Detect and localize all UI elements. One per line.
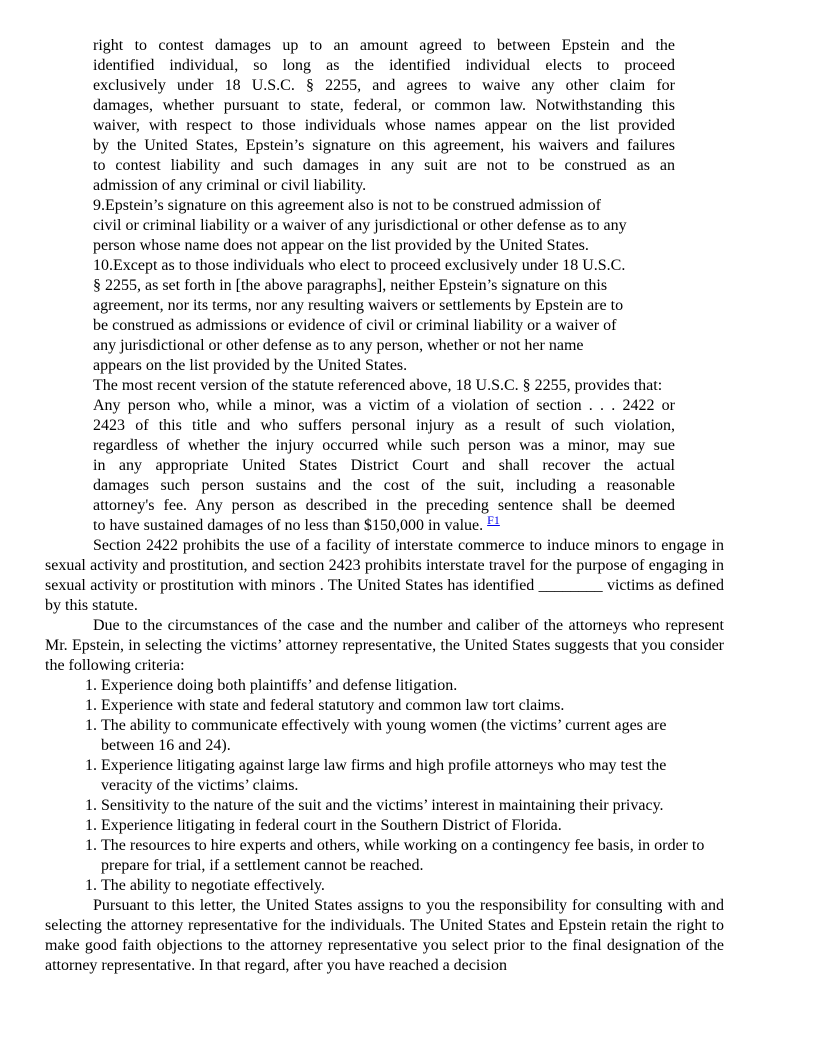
paragraph-text: Section 2422 prohibits the use of a facility of interstate commerce to induce minors to engage in sexual activity and prostitution, and section 2423 prohibits interstate travel for the purpose of engaging in sexual activity or prostitution with minors . The United States has identified <box>45 537 724 594</box>
list-item-number: 1. <box>85 697 97 714</box>
text-line: exclusively under 18 U.S.C. § 2255, and agrees to waive any other claim for <box>93 77 675 94</box>
criteria-list <box>45 676 724 896</box>
list-item-number: 1. <box>85 757 97 774</box>
document-page <box>45 36 724 976</box>
list-item <box>85 796 714 816</box>
list-item-number: 1. <box>85 797 97 814</box>
list-item-text: Experience litigating in federal court in the Southern District of Florida. <box>101 817 562 834</box>
statute-quote <box>93 396 675 536</box>
text-line: damages, whether pursuant to state, federal, or common law. Notwithstanding this <box>93 97 675 114</box>
closing-paragraph: Pursuant to this letter, the United States assigns to you the responsibility for consulting with and selecting the attorney representative for the individuals. The United States and Epstein retain the right to make good faith objections to the attorney representative you select prior to the final designation of the attorney representative. In that regard, after you have reached a decision <box>45 897 724 974</box>
text-line <box>93 513 675 536</box>
text-line: any jurisdictional or other defense as to any person, whether or not her name <box>93 337 584 354</box>
text-line: 2423 of this title and who suffers personal injury as a result of such violation, <box>93 417 675 434</box>
list-item-number: 1. <box>85 677 97 694</box>
section-2422-paragraph <box>45 536 724 616</box>
text-line: regardless of whether the injury occurred while such person was a minor, may sue <box>93 437 675 454</box>
list-item-text: The ability to communicate effectively with young women (the victims’ current ages are between 16 and 24). <box>101 717 667 754</box>
text-line: 9.Epstein’s signature on this agreement also is not to be construed admission of <box>93 197 601 214</box>
list-item-number: 1. <box>85 817 97 834</box>
text-line-content: to have sustained damages of no less than $150,000 in value. <box>93 517 484 534</box>
list-item-text: The ability to negotiate effectively. <box>101 877 325 894</box>
list-item-text: Experience with state and federal statutory and common law tort claims. <box>101 697 565 714</box>
text-line: civil or criminal liability or a waiver of any jurisdictional or other defense as to any <box>93 217 627 234</box>
criteria-intro-paragraph: Due to the circumstances of the case and the number and caliber of the attorneys who represent Mr. Epstein, in selecting the victims’ attorney representative, the United States suggests that you consider the following criteria: <box>45 617 724 674</box>
victims-count-blank: ________ <box>538 577 603 594</box>
list-item <box>85 756 714 796</box>
statute-intro: The most recent version of the statute referenced above, 18 U.S.C. § 2255, provides that: <box>93 377 663 394</box>
paragraph-text: victims as defined by this statute. <box>45 577 725 614</box>
list-item <box>85 696 714 716</box>
text-line: by the United States, Epstein’s signature on this agreement, his waivers and failures <box>93 137 675 154</box>
text-line: admission of any criminal or civil liability. <box>93 177 367 194</box>
text-line: waiver, with respect to those individuals whose names appear on the list provided <box>93 117 675 134</box>
text-line: person whose name does not appear on the list provided by the United States. <box>93 237 589 254</box>
text-line: appears on the list provided by the United States. <box>93 357 408 374</box>
list-item-text: The resources to hire experts and others, while working on a contingency fee basis, in order to prepare for trial, if a settlement cannot be reached. <box>101 837 705 874</box>
list-item <box>85 676 714 696</box>
list-item-text: Sensitivity to the nature of the suit and the victims’ interest in maintaining their privacy. <box>101 797 664 814</box>
list-item <box>85 816 714 836</box>
text-line: Any person who, while a minor, was a victim of a violation of section . . . 2422 or <box>93 397 675 414</box>
text-line: attorney's fee. Any person as described in the preceding sentence shall be deemed <box>93 497 675 514</box>
text-line: 10.Except as to those individuals who elect to proceed exclusively under 18 U.S.C. <box>93 257 626 274</box>
list-item-number: 1. <box>85 717 97 734</box>
clause-10 <box>93 256 675 376</box>
list-item-number: 1. <box>85 837 97 854</box>
list-item <box>85 836 714 876</box>
text-line: § 2255, as set forth in [the above paragraphs], neither Epstein’s signature on this <box>93 277 608 294</box>
waiver-paragraph <box>93 36 675 196</box>
footnote-link[interactable]: F1 <box>487 513 500 527</box>
text-line: agreement, nor its terms, nor any resulting waivers or settlements by Epstein are to <box>93 297 624 314</box>
list-item <box>85 716 714 756</box>
text-line: identified individual, so long as the identified individual elects to proceed <box>93 57 675 74</box>
text-line: be construed as admissions or evidence of civil or criminal liability or a waiver of <box>93 317 617 334</box>
list-item-text: Experience doing both plaintiffs’ and defense litigation. <box>101 677 458 694</box>
text-line: to contest liability and such damages in any suit are not to be construed as an <box>93 157 675 174</box>
clause-9 <box>93 196 675 256</box>
text-line: in any appropriate United States District Court and shall recover the actual <box>93 457 675 474</box>
list-item <box>85 876 714 896</box>
list-item-text: Experience litigating against large law firms and high profile attorneys who may test the veracity of the victims’ claims. <box>101 757 667 794</box>
text-line: right to contest damages up to an amount agreed to between Epstein and the <box>93 37 675 54</box>
list-item-number: 1. <box>85 877 97 894</box>
text-line: damages such person sustains and the cost of the suit, including a reasonable <box>93 477 675 494</box>
